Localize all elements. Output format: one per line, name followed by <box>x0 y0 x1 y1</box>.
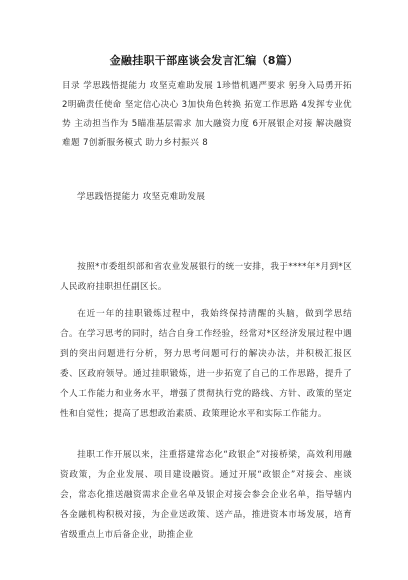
table-of-contents: 目录 学思践悟提能力 攻坚克难助发展 1珍惜机遇严要求 躬身入局勇开拓 2明确责任使命 坚定信心决心 3加快角色转换 拓宽工作思路 4发挥专业优势 主动担当作为 5瞄准基层需求 加大融资力度 6开展银企对接 解决融资难题 7创新服务模式 助力乡村振兴 8 <box>62 81 352 148</box>
paragraph-1: 按照*市委组织部和省农业发展银行的统一安排，我于****年*月到*区人民政府挂职担任副区长。 <box>60 262 352 292</box>
paragraph-2: 在近一年的挂职锻炼过程中，我始终保持清醒的头脑，做到学思结合。在学习思考的同时，结合自身工作经验，经常对*区经济发展过程中遇到的突出问题进行分析，努力思考问题可行的解决办法，并积极汇报区委、区政府领导。通过挂职锻炼，进一步拓宽了自己的工作思路，提升了个人工作能力和业务水平，增强了贯彻执行党的路线、方针、政策的坚定性和自觉性；提高了思想政治素质、政策理论水平和实际工作能力。 <box>60 309 352 419</box>
paragraph-3: 挂职工作开展以来，注重搭建常态化“政银企”对接桥梁，高效利用融资政策，为企业发展、项目建设融资。通过开展“政银企”对接会、座谈会，常态化推送融资需求企业名单及银企对接会参会企业名单，指导辖内各金融机构积极对接，为企业送政策、送产品，推进资本市场发展，培育省级重点上市后备企业，助推企业 <box>60 450 352 540</box>
section-heading: 学思践悟提能力 攻坚克难助发展 <box>77 192 206 202</box>
document-title: 金融挂职干部座谈会发言汇编（8篇） <box>109 54 299 67</box>
